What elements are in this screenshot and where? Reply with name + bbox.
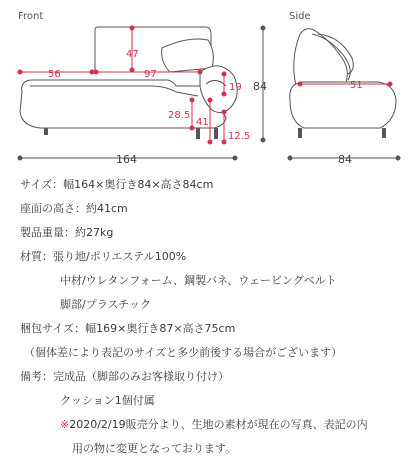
notice-text-1: 2020/2/19販売分より、生地の素材が現在の写真、表記の内 (69, 418, 368, 431)
dim-inner-depth: 51 (350, 80, 363, 91)
notice-mark: ※ (60, 418, 70, 431)
dim-back-height: 47 (126, 49, 139, 60)
side-sofa-outline (290, 29, 396, 128)
front-view-label: Front (18, 11, 44, 22)
spec-material-filling: 中材/ウレタンフォーム、鋼製バネ、ウェービングベルト (60, 274, 337, 287)
dim-total-width: 164 (116, 153, 137, 166)
dim-leg-height: 12.5 (228, 131, 251, 142)
spec-weight: 製品重量：約27kg (20, 226, 114, 239)
dim-seat-height-cushion: 28.5 (168, 110, 191, 121)
spec-notice-cont: 用の物に変更となっております。 (72, 442, 237, 455)
dim-armrest-width: 56 (48, 69, 61, 80)
spec-package-note: （個体差により表記のサイズと多少前後する場合がございます） (24, 346, 343, 359)
spec-seat-height: 座面の高さ：約41cm (20, 202, 128, 215)
spec-material-legs: 脚部/プラスチック (60, 298, 151, 311)
side-sofa-legs (298, 128, 386, 138)
spec-remarks-cushion: クッション1個付属 (60, 394, 155, 407)
dim-armrest-height: 19 (229, 82, 242, 93)
dimension-diagram (0, 0, 420, 175)
dim-total-height: 84 (253, 80, 267, 93)
spec-notice (60, 418, 420, 432)
dim-seat-depth: 97 (144, 69, 157, 80)
side-view-label: Side (289, 11, 311, 22)
spec-package: 梱包サイズ：幅169×奥行き87×高さ75cm (20, 322, 236, 335)
spec-size: サイズ：幅164×奥行き84×高さ84cm (20, 178, 214, 191)
dim-seat-height: 41 (196, 117, 209, 128)
dim-total-depth: 84 (338, 153, 352, 166)
spec-remarks: 備考：完成品（脚部のみお客様取り付け） (20, 370, 229, 383)
spec-material: 材質：張り地/ポリエステル100% (20, 250, 187, 263)
